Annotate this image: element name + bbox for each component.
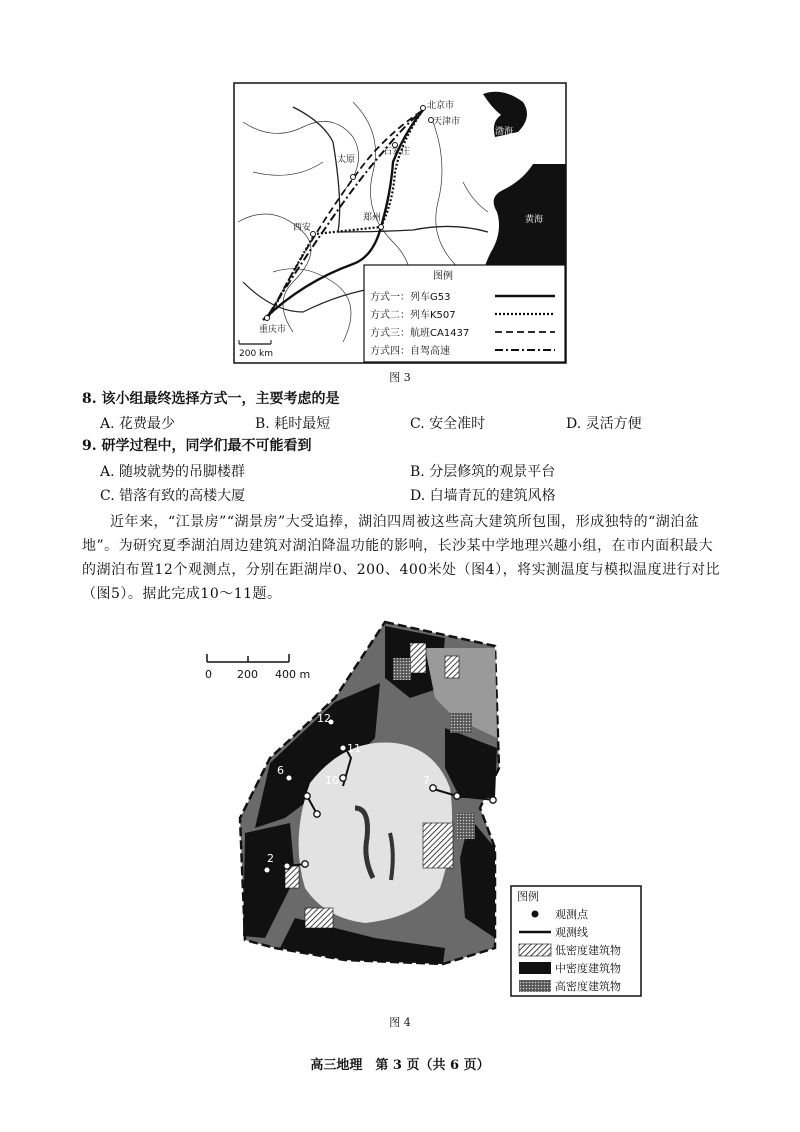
point-label-6: 6 bbox=[277, 764, 284, 777]
beijing-marker bbox=[421, 106, 426, 111]
q8-option-b[interactable]: B. 耗时最短 bbox=[255, 416, 331, 432]
legend-item-route-3: 方式三：航班CA1437 bbox=[370, 328, 470, 339]
xian-marker bbox=[311, 232, 316, 237]
legend4-item-line: 观测线 bbox=[555, 926, 588, 939]
legend-title: 图例 bbox=[433, 271, 453, 282]
city-label-beijing: 北京市 bbox=[427, 101, 455, 111]
city-label-taiyuan: 太原 bbox=[337, 155, 356, 165]
legend-figure4 bbox=[511, 886, 641, 996]
q9-option-d[interactable]: D. 白墙青瓦的建筑风格 bbox=[410, 488, 556, 504]
page-footer: 高三地理 第 3 页（共 6 页） bbox=[310, 1058, 490, 1073]
q9-option-a[interactable]: A. 随坡就势的吊脚楼群 bbox=[100, 464, 246, 480]
taiyuan-marker bbox=[351, 175, 356, 180]
point-label-7: 7 bbox=[423, 774, 430, 787]
question-8-stem: 8. 该小组最终选择方式一，主要考虑的是 bbox=[82, 391, 340, 407]
point-label-12: 12 bbox=[317, 712, 331, 725]
scale-tick-400: 400 m bbox=[275, 668, 311, 681]
figure-4-lake-map bbox=[195, 618, 645, 1016]
legend4-title: 图例 bbox=[517, 890, 539, 903]
point-label-11: 11 bbox=[347, 742, 361, 755]
figure-3-route-map bbox=[233, 82, 567, 364]
sea-label-bohai: 渤海 bbox=[495, 127, 514, 137]
legend-item-route-1: 方式一：列车G53 bbox=[370, 292, 451, 303]
scale-tick-0: 0 bbox=[205, 668, 212, 681]
q9-option-b[interactable]: B. 分层修筑的观景平台 bbox=[410, 464, 556, 480]
question-9-stem: 9. 研学过程中，同学们最不可能看到 bbox=[82, 438, 312, 454]
legend-item-route-2: 方式二：列车K507 bbox=[370, 310, 456, 321]
legend4-item-low: 低密度建筑物 bbox=[555, 944, 621, 957]
figure-3-caption: 图 3 bbox=[389, 371, 411, 384]
legend4-item-medium: 中密度建筑物 bbox=[555, 962, 621, 975]
q9-option-c[interactable]: C. 错落有致的高楼大厦 bbox=[100, 488, 246, 504]
scale-label: 200 km bbox=[239, 349, 274, 359]
legend-item-route-4: 方式四：自驾高速 bbox=[370, 346, 450, 357]
point-label-2: 2 bbox=[267, 852, 274, 865]
scale-bar-figure4 bbox=[207, 654, 289, 662]
city-label-xian: 西安 bbox=[293, 223, 312, 233]
chongqing-marker bbox=[265, 316, 270, 321]
legend-figure3 bbox=[364, 265, 565, 362]
legend4-item-point: 观测点 bbox=[555, 908, 588, 921]
sea-label-yellow-sea: 黄海 bbox=[525, 215, 544, 225]
legend4-item-high: 高密度建筑物 bbox=[555, 980, 621, 993]
city-label-chongqing: 重庆市 bbox=[259, 325, 287, 335]
city-label-shijiazhuang: 石家庄 bbox=[383, 147, 411, 157]
point-label-10: 10 bbox=[325, 774, 339, 787]
figure-4-caption: 图 4 bbox=[389, 1016, 411, 1029]
zhengzhou-marker bbox=[379, 225, 384, 230]
q8-option-c[interactable]: C. 安全准时 bbox=[410, 416, 486, 432]
scale-tick-200: 200 bbox=[237, 668, 258, 681]
city-label-tianjin: 天津市 bbox=[433, 117, 461, 127]
city-label-zhengzhou: 郑州 bbox=[363, 213, 382, 223]
q8-option-d[interactable]: D. 灵活方便 bbox=[566, 416, 642, 432]
q8-option-a[interactable]: A. 花费最少 bbox=[100, 416, 176, 432]
passage-10-11: 近年来，“江景房”“湖景房”大受追捧，湖泊四周被这些高大建筑所包围，形成独特的“湖泊盆地”。为研究夏季湖泊周边建筑对湖泊降温功能的影响，长沙某中学地理兴趣小组，在市内面积最大的湖泊布置12个观测点，分别在距湖岸0、200、400米处（图4），将实测温度与模拟温度进行对比（图5）。据此完成10～11题。 bbox=[82, 514, 721, 602]
